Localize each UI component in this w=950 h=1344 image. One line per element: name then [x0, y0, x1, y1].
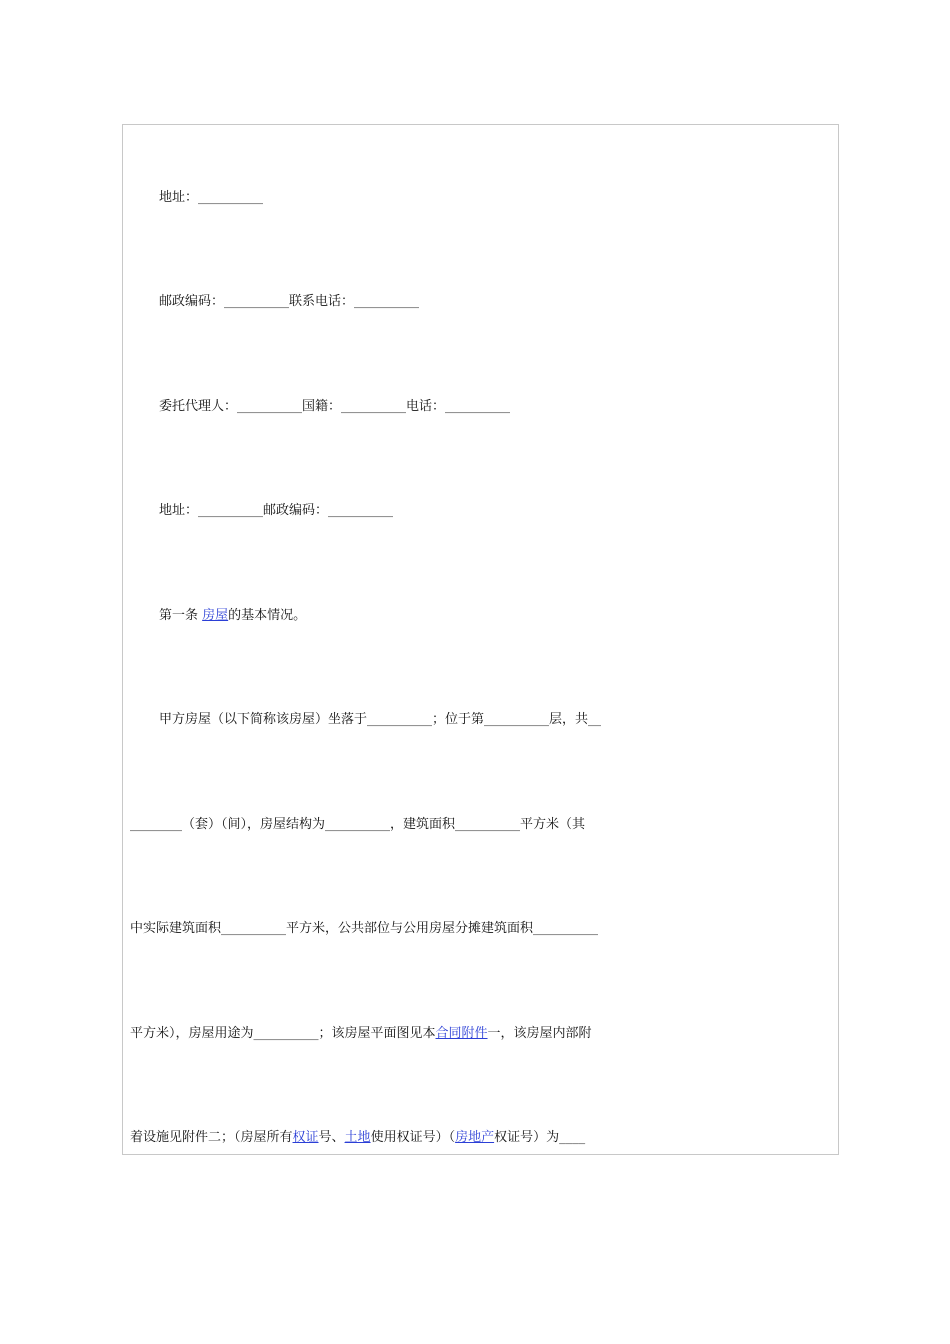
- text-segment: 一，该房屋内部附: [487, 1026, 592, 1041]
- hyperlink[interactable]: 合同附件: [435, 1026, 488, 1041]
- document-frame: [122, 124, 839, 1155]
- article-one-paragraph-line-1: [123, 711, 839, 729]
- text-segment: 使用权证号）（: [370, 1130, 456, 1145]
- hyperlink[interactable]: 房屋: [202, 608, 229, 623]
- text-segment: 平方米），房屋用途为__________；该房屋平面图见本: [130, 1026, 436, 1041]
- text-segment: ________（套）（间），房屋结构为__________，建筑面积__________平方米（其: [130, 817, 586, 832]
- text-segment: 甲方房屋（以下简称该房屋）坐落于__________；位于第__________层，共__: [159, 712, 602, 727]
- hyperlink[interactable]: 土地: [344, 1130, 371, 1145]
- text-segment: 的基本情况。: [228, 608, 307, 623]
- text-segment: 地址：__________邮政编码：__________: [159, 503, 394, 518]
- text-segment: 中实际建筑面积__________平方米，公共部位与公用房屋分摊建筑面积__________: [130, 921, 599, 936]
- text-segment: 号、: [318, 1130, 345, 1145]
- hyperlink[interactable]: 房地产: [455, 1130, 495, 1145]
- article-one-heading: [123, 607, 839, 625]
- agent-nationality-phone-line: [123, 398, 839, 416]
- text-segment: 地址：__________: [159, 190, 264, 205]
- hyperlink[interactable]: 权证: [292, 1130, 319, 1145]
- agent-address-postal-line: [123, 502, 839, 520]
- text-segment: 邮政编码：__________联系电话：__________: [159, 294, 420, 309]
- text-segment: 委托代理人：__________国籍：__________电话：__________: [159, 399, 511, 414]
- text-segment: 着设施见附件二；（房屋所有: [130, 1130, 293, 1145]
- article-one-paragraph-line-2: [123, 816, 839, 834]
- article-one-paragraph-line-3: [123, 920, 839, 938]
- article-one-paragraph-line-4: [123, 1025, 839, 1043]
- text-segment: 权证号）为____: [494, 1130, 586, 1145]
- article-one-paragraph-line-5: [123, 1129, 839, 1147]
- party-address-line: [123, 189, 839, 207]
- postal-code-phone-line: [123, 293, 839, 311]
- text-segment: 第一条: [159, 608, 203, 623]
